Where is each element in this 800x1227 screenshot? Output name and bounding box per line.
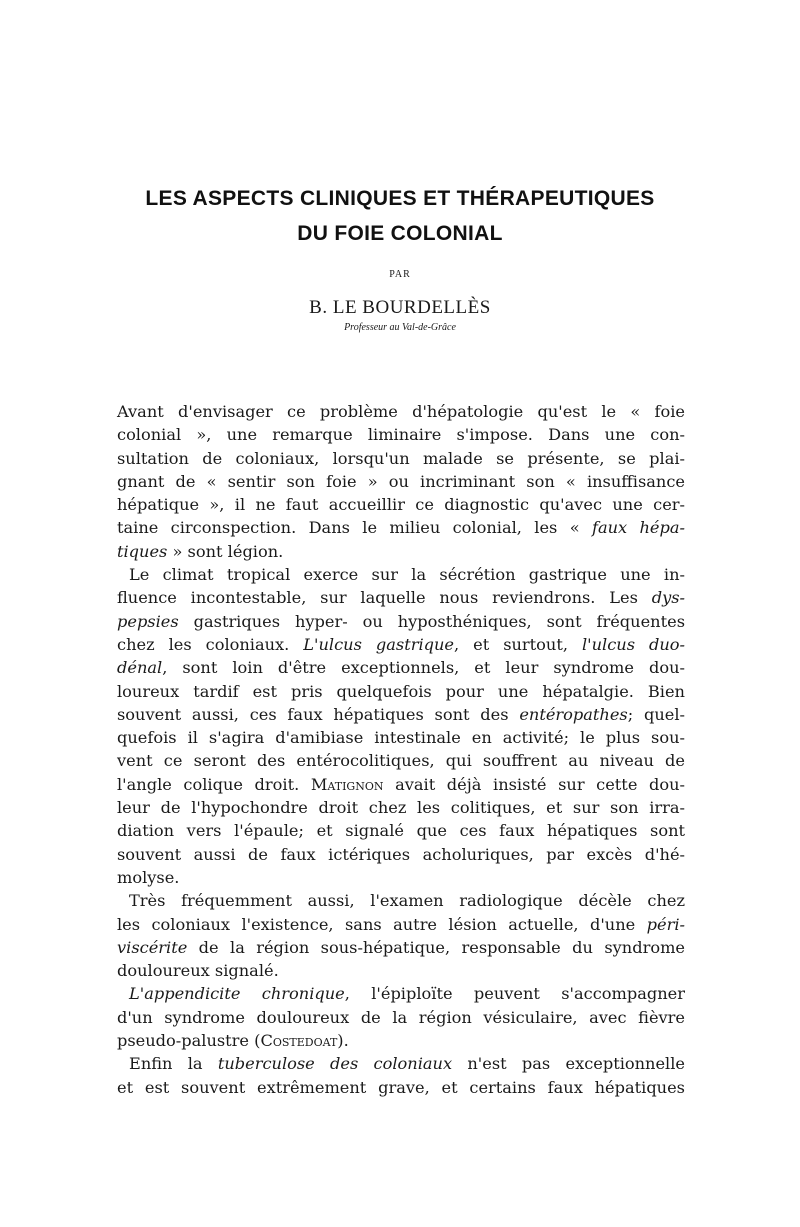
by-label: PAR bbox=[389, 269, 411, 280]
text-line: chez les coloniaux. L'ulcus gastrique, et surtout, l'ulcus duo- bbox=[117, 634, 685, 654]
text-line: les coloniaux l'existence, sans autre lésion actuelle, d'une péri- bbox=[117, 914, 685, 934]
text-line: molyse. bbox=[117, 867, 180, 887]
text-line: hépatique », il ne faut accueillir ce diagnostic qu'avec une cer- bbox=[117, 495, 685, 515]
text-line: l'angle colique droit. Matignon avait déjà insisté sur cette dou- bbox=[117, 774, 685, 794]
text-line: leur de l'hypochondre droit chez les colitiques, et sur son irra- bbox=[117, 798, 685, 818]
text-line: et est souvent extrêmement grave, et certains faux hépatiques bbox=[117, 1077, 685, 1097]
text-line: Enfin la tuberculose des coloniaux n'est pas exceptionnelle bbox=[129, 1054, 685, 1074]
text-line: fluence incontestable, sur laquelle nous reviendrons. Les dys- bbox=[117, 588, 685, 608]
text-line: souvent aussi, ces faux hépatiques sont des entéropathes; quel- bbox=[117, 704, 685, 724]
text-line: quefois il s'agira d'amibiase intestinale en activité; le plus sou- bbox=[117, 728, 685, 748]
text-line: vent ce seront des entérocolitiques, qui souffrent au niveau de bbox=[117, 751, 685, 771]
text-line: dénal, sont loin d'être exceptionnels, et leur syndrome dou- bbox=[117, 658, 685, 678]
text-line: Avant d'envisager ce problème d'hépatologie qu'est le « foie bbox=[117, 402, 685, 421]
text-line: gnant de « sentir son foie » ou incriminant son « insuffisance bbox=[117, 471, 685, 491]
author-affiliation: Professeur au Val-de-Grâce bbox=[344, 322, 456, 333]
text-line: viscérite de la région sous-hépatique, responsable du syndrome bbox=[117, 937, 685, 957]
text-line: Le climat tropical exerce sur la sécrétion gastrique une in- bbox=[129, 565, 685, 585]
text-line: taine circonspection. Dans le milieu colonial, les « faux hépa- bbox=[117, 518, 685, 538]
text-line: sultation de coloniaux, lorsqu'un malade se présente, se plai- bbox=[117, 448, 685, 468]
text-line: colonial », une remarque liminaire s'impose. Dans une con- bbox=[117, 425, 685, 445]
article-title-line-1: LES ASPECTS CLINIQUES ET THÉRAPEUTIQUES bbox=[145, 187, 655, 210]
article-body bbox=[117, 400, 685, 1099]
text-line: souvent aussi de faux ictériques acholuriques, par excès d'hé- bbox=[117, 844, 685, 864]
text-line: Très fréquemment aussi, l'examen radiologique décèle chez bbox=[129, 891, 685, 911]
text-line: tiques » sont légion. bbox=[117, 541, 284, 561]
text-line: d'un syndrome douloureux de la région vésiculaire, avec fièvre bbox=[117, 1007, 685, 1027]
text-line: loureux tardif est pris quelquefois pour une hépatalgie. Bien bbox=[117, 681, 685, 701]
text-line: L'appendicite chronique, l'épiploïte peuvent s'accompagner bbox=[129, 984, 685, 1004]
text-line: diation vers l'épaule; et signalé que ces faux hépatiques sont bbox=[117, 821, 685, 841]
text-line: pepsies gastriques hyper- ou hyposthéniques, sont fréquentes bbox=[117, 611, 685, 631]
text-line: douloureux signalé. bbox=[117, 961, 279, 981]
article-title-line-2: DU FOIE COLONIAL bbox=[297, 222, 503, 245]
text-line: pseudo-palustre (Costedoat). bbox=[117, 1031, 349, 1051]
author-name: B. LE BOURDELLÈS bbox=[309, 297, 491, 318]
